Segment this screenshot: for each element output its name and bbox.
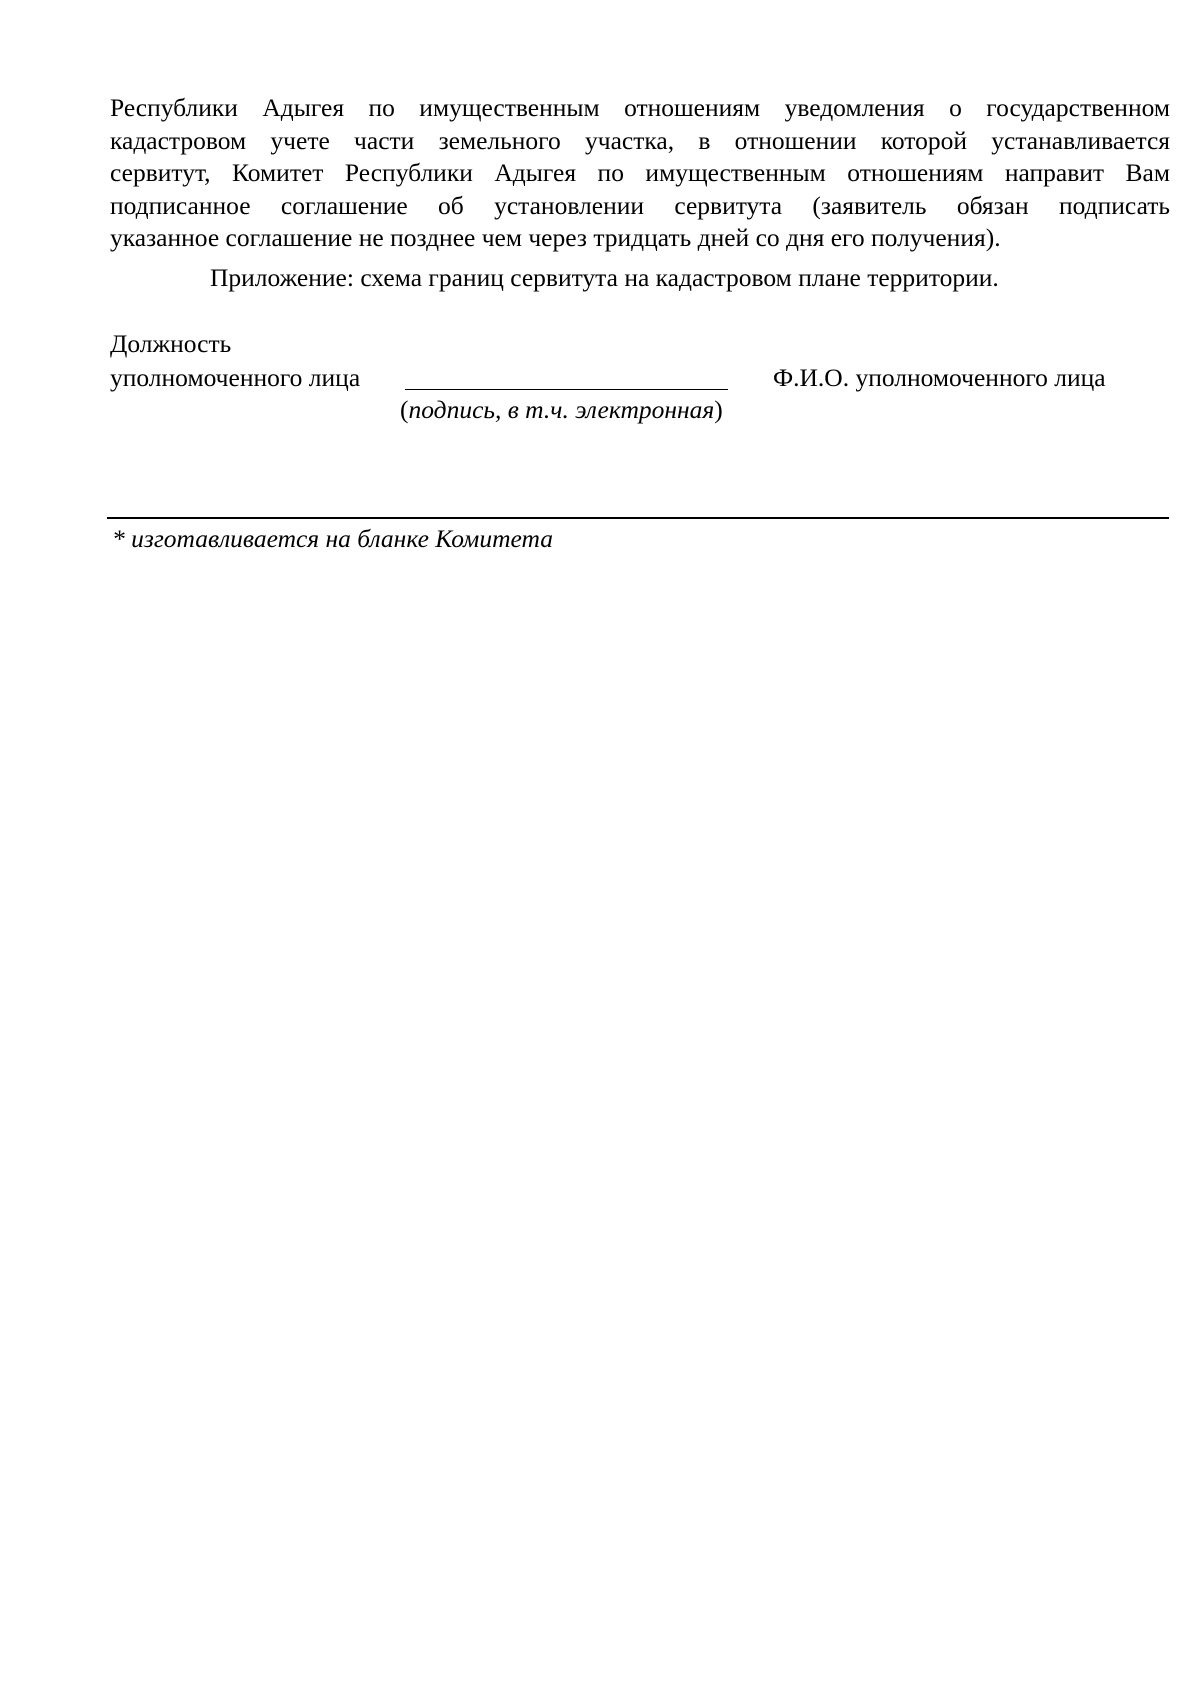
caption-text: подпись, в т.ч. электронная (408, 395, 715, 424)
footnote-divider (107, 517, 1169, 519)
paragraph-line: кадастровом учете части земельного участка, в отношении которой устанавливается (110, 125, 1170, 155)
appendix-note: Приложение: схема границ сервитута на кадастровом плане территории. (210, 263, 999, 292)
position-label-line2: уполномоченного лица (110, 363, 361, 392)
paragraph-line: сервитут, Комитет Республики Адыгея по имущественным отношениям направит Вам (110, 158, 1170, 187)
paragraph-line: подписанное соглашение об установлении сервитута (заявитель обязан подписать (110, 190, 1170, 220)
body-paragraph (110, 92, 1170, 255)
paragraph-line: Республики Адыгея по имущественным отношениям уведомления о государственном (110, 93, 1170, 122)
signature-line (405, 389, 728, 390)
paragraph-line: указанное соглашение не позднее чем через тридцать дней со дня его получения). (110, 223, 1001, 252)
caption-paren-open: ( (400, 395, 409, 424)
signature-caption (400, 394, 723, 427)
footnote: * изготавливается на бланке Комитета (112, 524, 553, 553)
position-label-line1: Должность (110, 329, 232, 358)
caption-paren-close: ) (714, 395, 723, 424)
fio-label: Ф.И.О. уполномоченного лица (773, 363, 1106, 392)
